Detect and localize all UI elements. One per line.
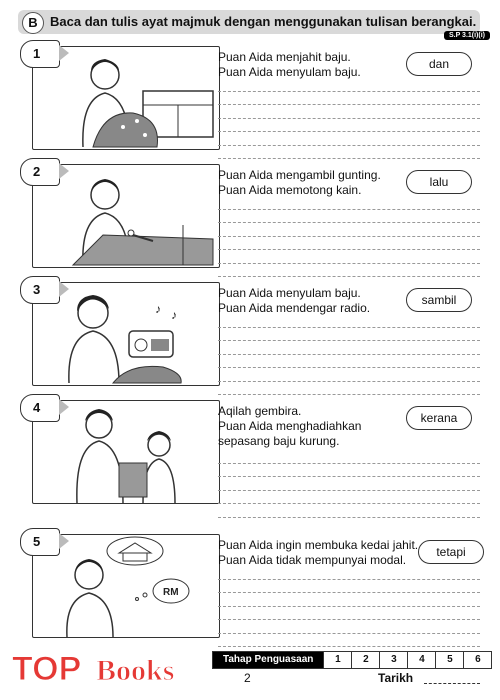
illustration-radio [32, 282, 220, 386]
date-line[interactable] [424, 683, 480, 684]
writing-lines[interactable] [218, 196, 480, 277]
level-1[interactable]: 1 [323, 652, 351, 668]
instruction-text: Baca dan tulis ayat majmuk dengan menggunakan tulisan berangkai. [50, 14, 477, 29]
sentence-2: Puan Aida menyulam baju. [218, 65, 361, 79]
exercise-number: 2 [20, 158, 60, 186]
svg-text:♪: ♪ [171, 308, 177, 322]
conjunction-cloud: kerana [406, 406, 472, 430]
exercise-4 [20, 394, 480, 504]
sentence-1: Puan Aida menjahit baju. [218, 50, 351, 64]
writing-lines[interactable] [218, 450, 480, 518]
topbooks-logo [10, 636, 200, 690]
mastery-level-bar [212, 651, 492, 669]
level-3[interactable]: 3 [379, 652, 407, 668]
sentence-2: Puan Aida menghadiahkan [218, 419, 362, 433]
logo-books-text: Books [96, 654, 175, 687]
sentence-2: Puan Aida memotong kain. [218, 183, 362, 197]
exercise-1 [20, 40, 480, 150]
level-4[interactable]: 4 [407, 652, 435, 668]
illustration-sewing [32, 46, 220, 150]
exercise-number: 5 [20, 528, 60, 556]
instruction-header [18, 10, 480, 34]
page-number: 2 [244, 671, 251, 685]
svg-text:♪: ♪ [155, 302, 161, 316]
illustration-cutting [32, 164, 220, 268]
standard-code-badge: S.P 3.1(i)(i) [444, 31, 490, 40]
level-2[interactable]: 2 [351, 652, 379, 668]
sentence-1: Puan Aida mengambil gunting. [218, 168, 381, 182]
exercise-5 [20, 528, 480, 638]
money-bubble-label: RM [163, 587, 179, 598]
level-6[interactable]: 6 [463, 652, 491, 668]
writing-lines[interactable] [218, 314, 480, 395]
sentence-1: Aqilah gembira. [218, 404, 302, 418]
conjunction-cloud: dan [406, 52, 472, 76]
sentence-2: Puan Aida tidak mempunyai modal. [218, 553, 407, 567]
writing-lines[interactable] [218, 78, 480, 159]
illustration-shop-dream [32, 534, 220, 638]
exercise-number: 1 [20, 40, 60, 68]
conjunction-cloud: sambil [406, 288, 472, 312]
sentence-1: Puan Aida menyulam baju. [218, 286, 361, 300]
writing-lines[interactable] [218, 566, 480, 647]
section-letter: B [22, 12, 44, 34]
conjunction-cloud: tetapi [418, 540, 484, 564]
level-5[interactable]: 5 [435, 652, 463, 668]
exercise-number: 4 [20, 394, 60, 422]
conjunction-cloud: lalu [406, 170, 472, 194]
sentence-1: Puan Aida ingin membuka kedai jahit. [218, 538, 419, 552]
logo-top-text: TOP [12, 650, 82, 688]
sentence-2: Puan Aida mendengar radio. [218, 301, 371, 315]
date-label: Tarikh [378, 671, 414, 685]
sentence-3: sepasang baju kurung. [218, 434, 340, 448]
exercise-3 [20, 276, 480, 386]
mastery-label: Tahap Penguasaan [213, 652, 323, 668]
exercise-number: 3 [20, 276, 60, 304]
exercise-2 [20, 158, 480, 268]
illustration-gift [32, 400, 220, 504]
